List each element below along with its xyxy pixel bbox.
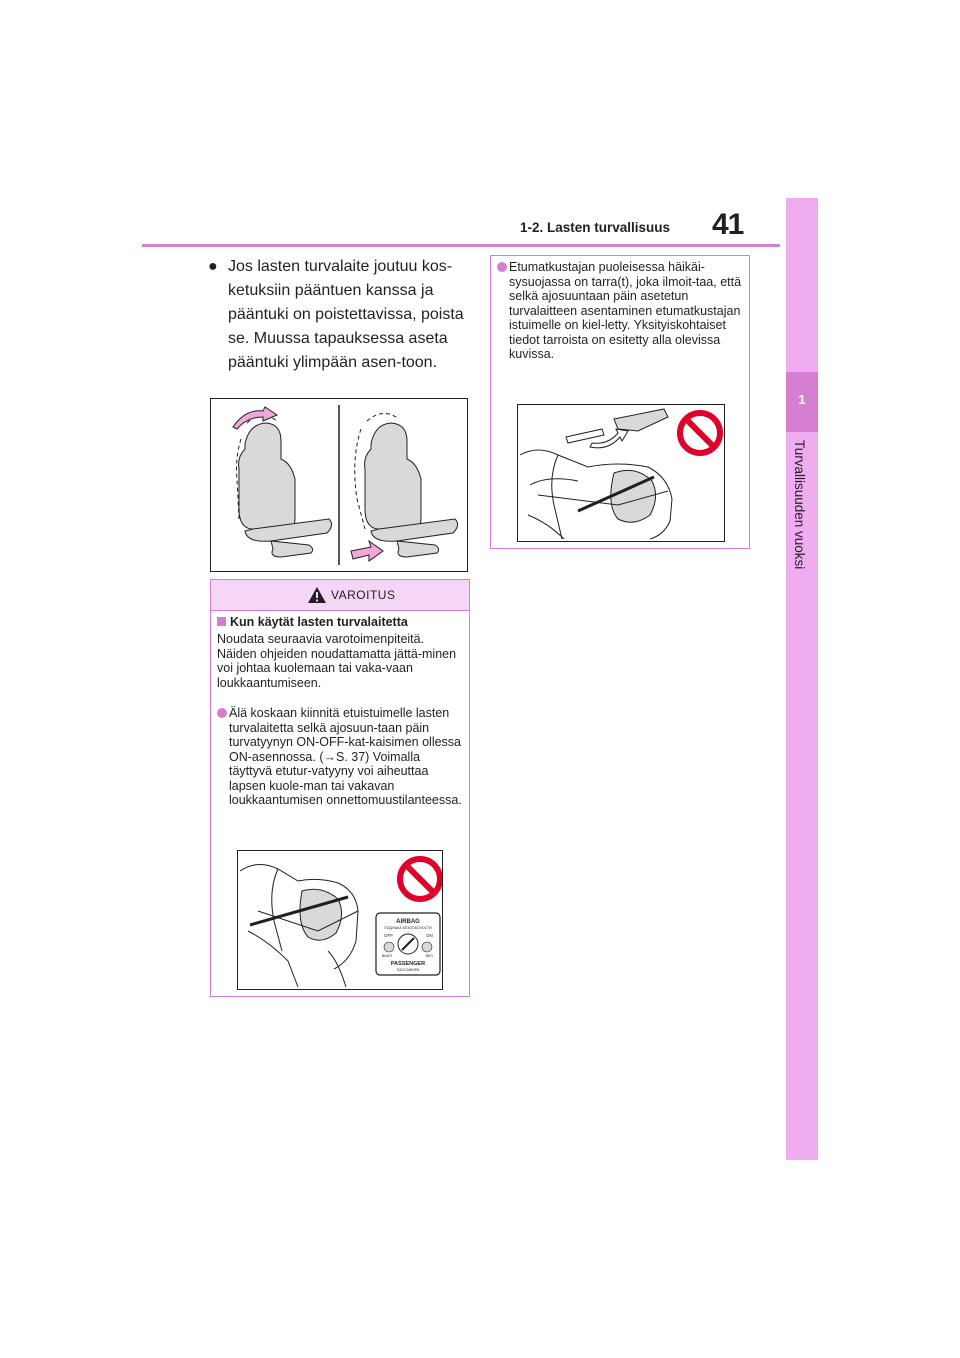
side-tab (786, 198, 818, 1160)
sun-visor-bullet-text: Etumatkustajan puoleisessa häikäi-sysuojassa on tarra(t), joka ilmoit-taa, että selkä ajosuuntaan päin asetetun turvalaitteen asentaminen etumatkustajan istuimelle on kiel-letty. Yksityiskohtaiset tiedot tarroista on esitetty alla olevissa kuvissa. (509, 260, 742, 361)
prohibition-icon (400, 859, 440, 899)
airbag-label-passenger-ru: ПАССАЖИРА (396, 968, 420, 972)
side-chapter-number: 1 (798, 392, 806, 407)
sun-visor-figure (517, 404, 725, 542)
seat-illustration (211, 399, 467, 571)
sun-visor-illustration (518, 405, 724, 541)
page-number: 41 (712, 208, 744, 241)
airbag-label-title-ru: ПОДУШКА БЕЗОПАСНОСТИ (384, 926, 432, 930)
warning-title: VAROITUS (331, 588, 396, 602)
airbag-label-title: AIRBAG (396, 919, 420, 925)
warning-bullet-text: Älä koskaan kiinnitä etuistuimelle lasten turvalaitetta selkä ajosuun-taan päin turvatyynyn ON-OFF-kat-kaisimen ollessa ON-asennossa. (→S. 37) Voimalla täyttyvä etutur-vatyyny voi aiheuttaa lapsen kuole-man tai vakavan loukkaantumisen onnettomuustilanteessa. (229, 706, 462, 807)
airbag-label-figure (237, 850, 443, 990)
prohibition-icon (680, 413, 720, 453)
header-rule (142, 244, 780, 247)
airbag-label-off-ru: ВЫКЛ (382, 954, 392, 958)
bullet-dot-icon: ● (208, 258, 218, 275)
headrest-bullet (208, 255, 470, 375)
bullet-dot-icon (217, 708, 227, 718)
headrest-bullet-text: Jos lasten turvalaite joutuu kos-ketuksiin pääntuen kanssa ja pääntuki on poistettavissa, poista se. Muussa tapauksessa aseta pääntuki ylimpään asen-toon. (228, 258, 464, 371)
airbag-label-on: ON (426, 933, 433, 938)
bullet-dot-icon (497, 262, 507, 272)
side-chapter-title: Turvallisuuden vuoksi (792, 440, 807, 570)
warning-subheading (217, 615, 408, 629)
seat-headrest-figure (210, 398, 468, 572)
airbag-label-on-ru: ВКЛ (426, 954, 433, 958)
warning-box (210, 579, 470, 997)
airbag-illustration (238, 851, 442, 989)
warning-triangle-icon (307, 586, 327, 604)
airbag-warning-label (376, 913, 440, 975)
sun-visor-note-box (490, 255, 750, 549)
square-bullet-icon (217, 617, 226, 626)
warning-bullet (217, 706, 465, 808)
warning-header (211, 580, 469, 611)
sun-visor-bullet (497, 260, 745, 362)
airbag-label-off: OFF (384, 933, 393, 938)
section-title: 1-2. Lasten turvallisuus (520, 220, 671, 235)
warning-subheading-text: Kun käytät lasten turvalaitetta (230, 615, 408, 629)
airbag-label-passenger: PASSENGER (390, 961, 426, 967)
warning-body: Noudata seuraavia varotoimenpiteitä. Näiden ohjeiden noudattamatta jättä-minen voi johtaa kuolemaan tai vaka-vaan loukkaantumiseen. (217, 632, 457, 690)
